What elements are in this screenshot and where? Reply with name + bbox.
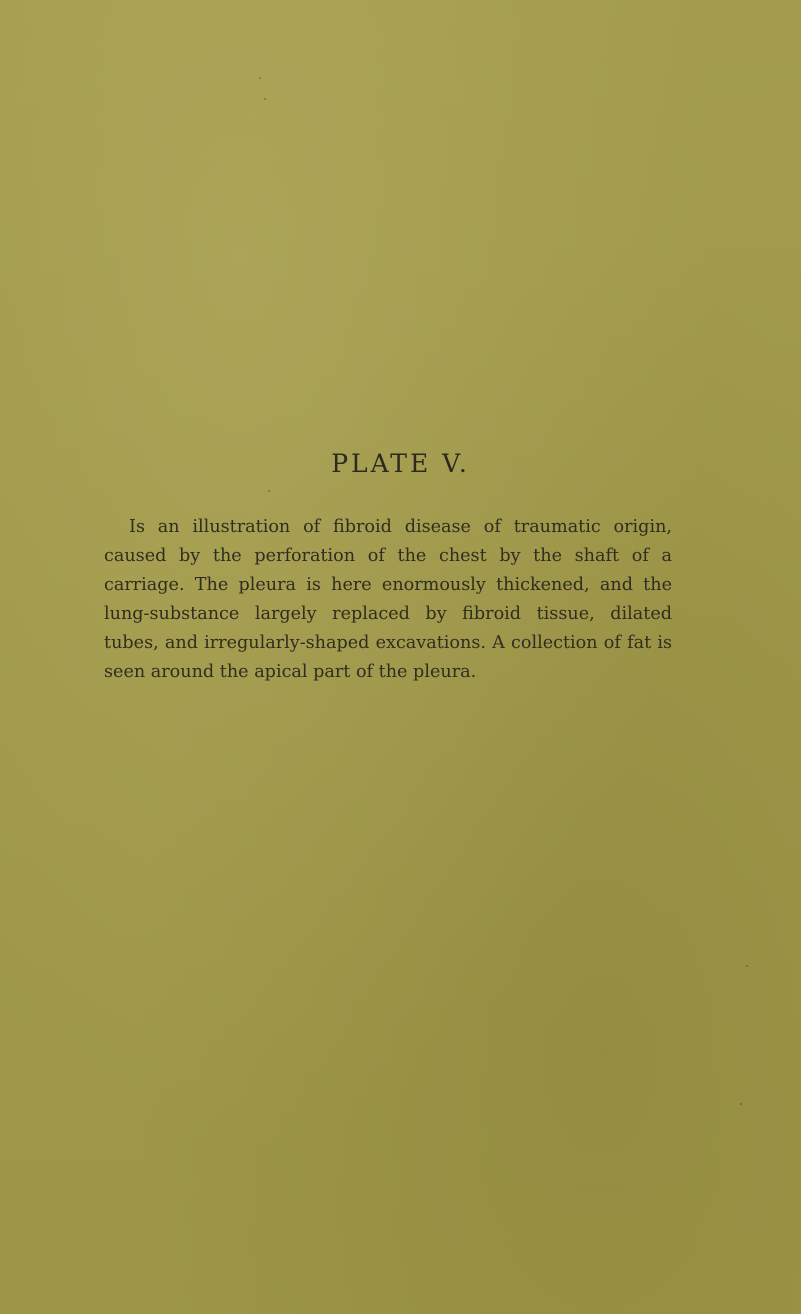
paper-speck: [746, 965, 748, 967]
paper-speck: [268, 490, 270, 492]
paper-speck: [740, 1103, 742, 1105]
plate-caption: Is an illustration of fibroid disease of traumatic origin, caused by the perforation of the chest by the shaft of a carriage. The pleura is here enormously thickened, and the lung-substance largely replaced by fibroid tissue, dilated tubes, and irregularly-shaped excavations. A collection of fat is seen around the apical part of the pleura.: [104, 517, 672, 682]
paper-speck: [259, 77, 261, 79]
paper-speck: [264, 98, 266, 100]
plate-title: PLATE V.: [331, 449, 470, 478]
